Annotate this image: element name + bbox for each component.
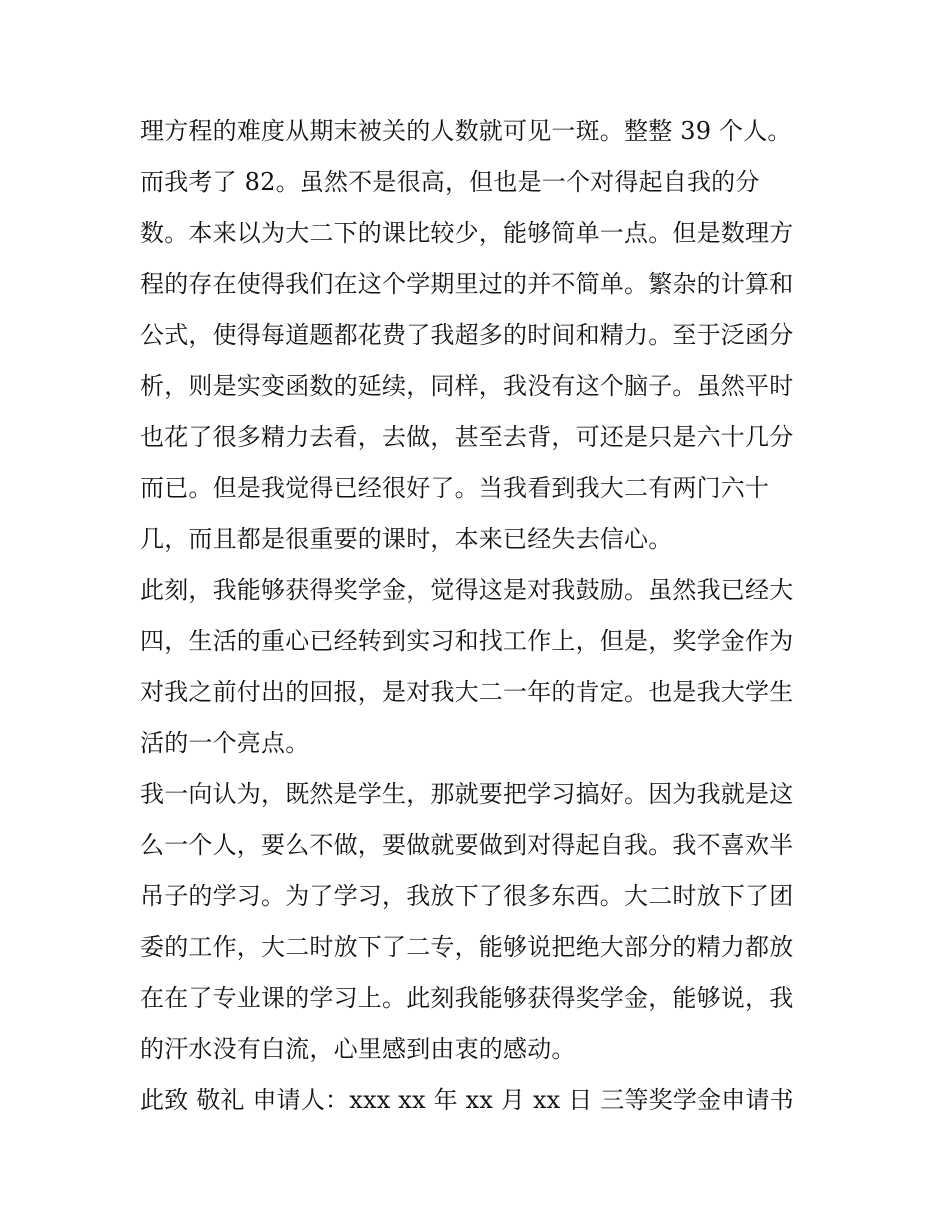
text-line: 对我之前付出的回报，是对我大二一年的肯定。也是我大学生 (140, 678, 794, 706)
text-line: 数。本来以为大二下的课比较少，能够简单一点。但是数理方 (140, 219, 794, 247)
text-line: 活的一个亮点。 (140, 729, 310, 757)
text-line: 四，生活的重心已经转到实习和找工作上，但是，奖学金作为 (140, 627, 794, 655)
text-line: 么一个人，要么不做，要做就要做到对得起自我。我不喜欢半 (140, 831, 794, 859)
text-line: 理方程的难度从期末被关的人数就可见一斑。整整 39 个人。 (140, 117, 792, 145)
text-line: 而我考了 82。虽然不是很高，但也是一个对得起自我的分 (140, 168, 760, 196)
document-body (140, 106, 820, 1126)
text-line: 而已。但是我觉得已经很好了。当我看到我大二有两门六十 (140, 474, 770, 502)
text-line: 也花了很多精力去看，去做，甚至去背，可还是只是六十几分 (140, 423, 794, 451)
text-line: 吊子的学习。为了学习，我放下了很多东西。大二时放下了团 (140, 882, 794, 910)
text-line: 在在了专业课的学习上。此刻我能够获得奖学金，能够说，我 (140, 984, 794, 1012)
text-line: 委的工作，大二时放下了二专，能够说把绝大部分的精力都放 (140, 933, 794, 961)
text-line: 公式，使得每道题都花费了我超多的时间和精力。至于泛函分 (140, 321, 794, 349)
text-line: 我一向认为，既然是学生，那就要把学习搞好。因为我就是这 (140, 780, 794, 808)
text-line: 程的存在使得我们在这个学期里过的并不简单。繁杂的计算和 (140, 270, 794, 298)
text-line: 析，则是实变函数的延续，同样，我没有这个脑子。虽然平时 (140, 372, 794, 400)
signature-line: 此致 敬礼 申请人：xxx xx 年 xx 月 xx 日 三等奖学金申请书 (140, 1086, 794, 1114)
text-line: 几，而且都是很重要的课时，本来已经失去信心。 (140, 525, 673, 553)
text-line: 此刻，我能够获得奖学金，觉得这是对我鼓励。虽然我已经大 (140, 576, 794, 604)
text-line: 的汗水没有白流，心里感到由衷的感动。 (140, 1035, 576, 1063)
